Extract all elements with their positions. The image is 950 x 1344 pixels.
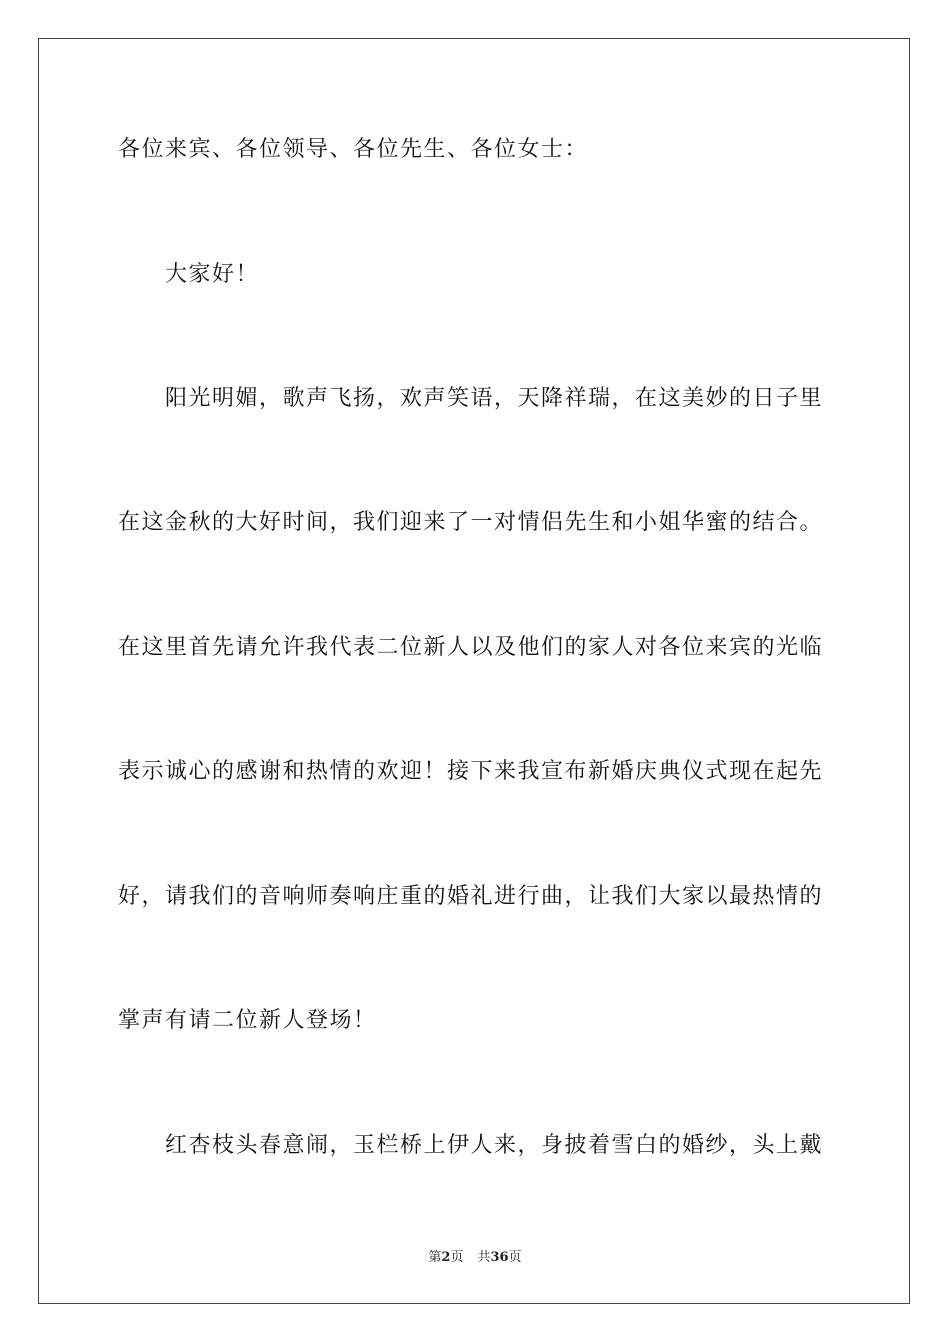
total-pages: 36 [490, 1250, 509, 1265]
paragraph-line: 在这金秋的大好时间，我们迎来了一对情侣先生和小姐华蜜的结合。 [118, 510, 824, 535]
paragraph-line: 好，请我们的音响师奏响庄重的婚礼进行曲，让我们大家以最热情的 [118, 884, 824, 909]
salutation-line: 各位来宾、各位领导、各位先生、各位女士： [118, 137, 589, 162]
paragraph-line: 阳光明媚，歌声飞扬，欢声笑语，天降祥瑞，在这美妙的日子里 [165, 386, 824, 411]
paragraph-line: 红杏枝头春意闹，玉栏桥上伊人来，身披着雪白的婚纱，头上戴 [165, 1133, 824, 1158]
paragraph-line: 表示诚心的感谢和热情的欢迎！接下来我宣布新婚庆典仪式现在起先 [118, 759, 824, 784]
paragraph-line: 在这里首先请允许我代表二位新人以及他们的家人对各位来宾的光临 [118, 635, 824, 660]
total-suffix: 页 [508, 1250, 522, 1265]
page-prefix: 第 [428, 1250, 442, 1265]
page-suffix: 页 [450, 1250, 464, 1265]
total-prefix: 共 [477, 1250, 491, 1265]
greeting-line: 大家好！ [165, 262, 260, 287]
page-frame [38, 38, 910, 1304]
page-footer [0, 1249, 950, 1267]
page-number: 2 [441, 1250, 451, 1265]
paragraph-line: 掌声有请二位新人登场！ [118, 1008, 377, 1033]
